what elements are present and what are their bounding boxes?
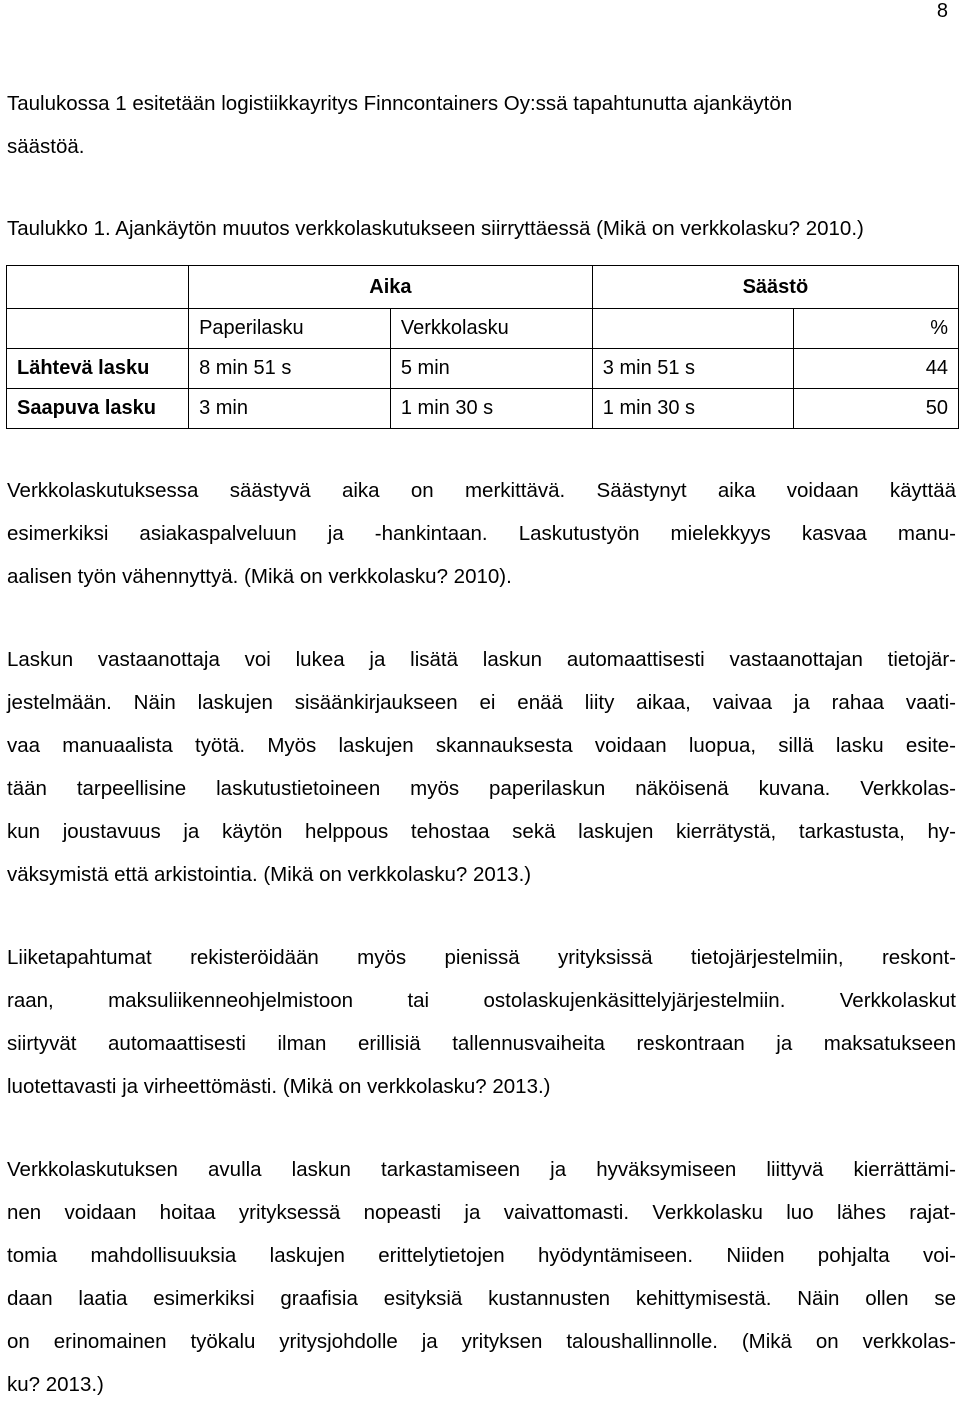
table-row [7,349,959,389]
e-invoice-time-cell: 1 min 30 s [390,389,592,429]
paragraph-line: Verkkolaskutuksessa säästyvä aika on merkittävä. Säästynyt aika voidaan käyttää [7,479,956,502]
paragraph-line: daan laatia esimerkiksi graafisia esityksiä kustannusten kehittymisestä. Näin ollen se [7,1287,956,1310]
paragraph-line: tomia mahdollisuuksia laskujen erittelytietojen hyödyntämiseen. Niiden pohjalta voi- [7,1244,956,1267]
table-corner-cell [7,266,189,309]
intro-paragraph [7,82,956,168]
paragraph-line: esimerkiksi asiakaspalveluun ja -hankintaan. Laskutustyön mielekkyys kasvaa manu- [7,522,956,545]
percent-header: % [794,309,959,349]
paper-time-cell: 3 min [189,389,391,429]
paragraph-line: siirtyvät automaattisesti ilman erillisiä tallennusvaiheita reskontraan ja maksatukseen [7,1032,956,1055]
table-sub-header-row [7,309,959,349]
paragraph-line: vaa manuaalista työtä. Myös laskujen skannauksesta voidaan luopua, sillä lasku esite- [7,734,956,757]
paragraph-line: aalisen työn vähennyttyä. (Mikä on verkkolasku? 2010). [7,565,512,588]
paper-invoice-header: Paperilasku [189,309,391,349]
paragraph-line: kun joustavuus ja käytön helppous tehostaa sekä laskujen kierrätystä, tarkastusta, hy- [7,820,956,843]
intro-line: säästöä. [7,135,85,158]
table-corner-cell [7,309,189,349]
paragraph-line: luotettavasti ja virheettömästi. (Mikä on verkkolasku? 2013.) [7,1075,551,1098]
paragraph-line: on erinomainen työkalu yritysjohdolle ja yrityksen taloushallinnolle. (Mikä on verkkolas- [7,1330,956,1353]
saving-time-cell: 3 min 51 s [592,349,793,389]
saving-time-header [592,309,793,349]
paragraph-line: jestelmään. Näin laskujen sisäänkirjaukseen ei enää liity aikaa, vaivaa ja rahaa vaati- [7,691,956,714]
saving-group-header: Säästö [592,266,958,309]
paper-time-cell: 8 min 51 s [189,349,391,389]
paragraph-line: Laskun vastaanottaja voi lukea ja lisätä laskun automaattisesti vastaanottajan tietojär- [7,648,956,671]
intro-line: Taulukossa 1 esitetään logistiikkayritys Finncontainers Oy:ssä tapahtunutta ajankäytön [7,92,793,115]
paragraph-line: raan, maksuliikenneohjelmistoon tai ostolaskujenkäsittelyjärjestelmiin. Verkkolaskut [7,989,956,1012]
e-invoice-time-cell: 5 min [390,349,592,389]
e-invoice-header: Verkkolasku [390,309,592,349]
time-savings-table [6,265,959,429]
body-paragraph-2 [7,638,956,896]
paragraph-line: Liiketapahtumat rekisteröidään myös pienissä yrityksissä tietojärjestelmiin, reskont- [7,946,956,969]
row-label: Lähtevä lasku [7,349,189,389]
paragraph-line: ku? 2013.) [7,1373,104,1396]
body-paragraph-4 [7,1148,956,1406]
saving-percent-cell: 50 [794,389,959,429]
body-paragraph-3 [7,936,956,1108]
row-label: Saapuva lasku [7,389,189,429]
paragraph-line: tään tarpeellisine laskutustietoineen myös paperilaskun näköisenä kuvana. Verkkolas- [7,777,956,800]
paragraph-line: väksymistä että arkistointia. (Mikä on verkkolasku? 2013.) [7,863,532,886]
table-row [7,389,959,429]
paragraph-line: nen voidaan hoitaa yrityksessä nopeasti ja vaivattomasti. Verkkolasku luo lähes rajat- [7,1201,956,1224]
paragraph-line: Verkkolaskutuksen avulla laskun tarkastamiseen ja hyväksymiseen liittyvä kierrättämi- [7,1158,956,1181]
body-paragraph-1 [7,469,956,598]
saving-time-cell: 1 min 30 s [592,389,793,429]
table-caption: Taulukko 1. Ajankäytön muutos verkkolaskutukseen siirryttäessä (Mikä on verkkolasku? 2010.) [7,217,864,240]
table-group-header-row [7,266,959,309]
page-number: 8 [936,0,948,22]
saving-percent-cell: 44 [794,349,959,389]
time-group-header: Aika [189,266,593,309]
